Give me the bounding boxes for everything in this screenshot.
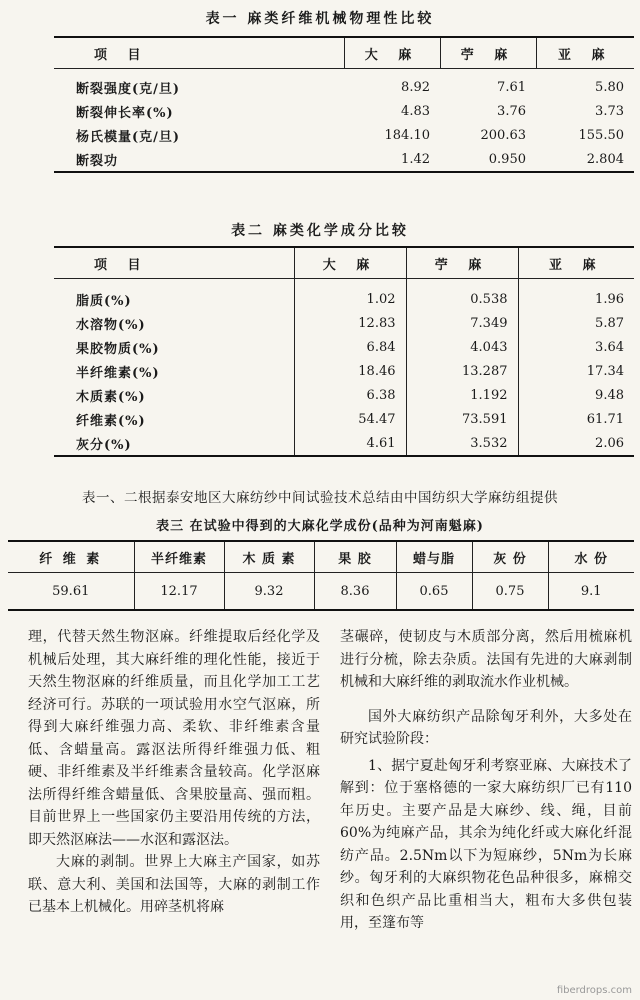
- row-label: 断裂强度(克/旦): [76, 81, 181, 97]
- table-row: [54, 407, 634, 431]
- row-label: 纤维素(%): [76, 413, 146, 429]
- row-label: 半纤维素(%): [76, 365, 160, 381]
- table-cell: 0.75: [472, 573, 548, 611]
- table3-header-row: [8, 541, 634, 573]
- table2-header-item: 项 目: [54, 247, 294, 279]
- table2-header-row: [54, 247, 634, 279]
- table3-header-cellulose: 纤 维 素: [8, 541, 134, 573]
- table-row: [54, 335, 634, 359]
- table-row: [54, 431, 634, 456]
- table-cell: 13.287: [406, 359, 518, 383]
- table-row: [54, 99, 634, 123]
- table-cell: 8.36: [314, 573, 396, 611]
- table-cell: 2.06: [518, 431, 634, 456]
- left-column: [28, 626, 320, 919]
- table-cell: 3.73: [595, 103, 624, 119]
- table-cell: 12.17: [134, 573, 224, 611]
- table-cell: 18.46: [294, 359, 406, 383]
- table3-header-hemicellulose: 半纤维素: [134, 541, 224, 573]
- table1-header-dama: 大 麻: [344, 37, 440, 69]
- table1-header-zhuma: 苧 麻: [440, 37, 536, 69]
- table-cell: 1.02: [294, 279, 406, 312]
- table1-header-row: [54, 37, 634, 69]
- right-column: [340, 626, 632, 935]
- table-cell: 8.92: [401, 79, 430, 95]
- table-row: [54, 123, 634, 147]
- table-cell: 4.83: [401, 103, 430, 119]
- table-cell: 200.63: [480, 127, 526, 143]
- table1-title: 表一 麻类纤维机械物理性比较: [205, 11, 435, 27]
- table-cell: 6.84: [294, 335, 406, 359]
- table-cell: 0.65: [396, 573, 472, 611]
- table3-header-wax: 蜡与脂: [396, 541, 472, 573]
- watermark: fiberdrops.com: [556, 985, 632, 996]
- table3-title: 表三 在试验中得到的大麻化学成份(品种为河南魁麻): [156, 519, 484, 534]
- table-cell: 2.804: [586, 151, 624, 167]
- table-row: [54, 147, 634, 172]
- table3-header-pectin: 果 胶: [314, 541, 396, 573]
- table3-header-ash: 灰 份: [472, 541, 548, 573]
- table-cell: 17.34: [518, 359, 634, 383]
- table-cell: 73.591: [406, 407, 518, 431]
- table-cell: 12.83: [294, 311, 406, 335]
- row-label: 木质素(%): [76, 389, 146, 405]
- row-label: 断裂伸长率(%): [76, 105, 174, 121]
- left-paragraph-2: 大麻的剥制。世界上大麻主产国家，如苏联、意大利、美国和法国等，大麻的剥制工作已基本上机械化。用碎茎机将麻: [28, 854, 320, 915]
- table-row: [54, 279, 634, 312]
- table-cell: 9.1: [548, 573, 634, 611]
- table-row: [54, 359, 634, 383]
- table1: [54, 36, 634, 173]
- table3-header-moisture: 水 份: [548, 541, 634, 573]
- table-cell: 0.538: [406, 279, 518, 312]
- table3-header-lignin: 木 质 素: [224, 541, 314, 573]
- right-paragraph-2: 国外大麻纺织产品除匈牙利外，大多处在研究试验阶段：: [340, 708, 632, 747]
- table2-header-yama: 亚 麻: [518, 247, 634, 279]
- row-label: 杨氏模量(克/旦): [76, 129, 181, 145]
- table-row: [54, 69, 634, 100]
- right-paragraph-1: 茎碾碎，使韧皮与木质部分离，然后用梳麻机进行分梳，除去杂质。法国有先进的大麻剥制机械和大麻纤维的剥取流水作业机械。: [340, 629, 632, 690]
- table-cell: 5.80: [595, 79, 624, 95]
- table1-header-yama: 亚 麻: [536, 37, 634, 69]
- table-cell: 4.61: [294, 431, 406, 456]
- table-cell: 6.38: [294, 383, 406, 407]
- table-cell: 1.192: [406, 383, 518, 407]
- table-row: [54, 383, 634, 407]
- table1-header-item: 项 目: [54, 37, 344, 69]
- table-cell: 7.349: [406, 311, 518, 335]
- table-cell: 59.61: [52, 583, 90, 599]
- row-label: 断裂功: [76, 153, 119, 169]
- table2-title: 表二 麻类化学成分比较: [231, 223, 409, 239]
- table-cell: 5.87: [518, 311, 634, 335]
- table-cell: 1.96: [518, 279, 634, 312]
- table-cell: 1.42: [401, 151, 430, 167]
- table-cell: 3.64: [518, 335, 634, 359]
- table-cell: 3.76: [497, 103, 526, 119]
- row-label: 水溶物(%): [76, 317, 146, 333]
- table2: [54, 246, 634, 457]
- table3: [8, 540, 634, 611]
- table-cell: 54.47: [294, 407, 406, 431]
- table-row: [54, 311, 634, 335]
- row-label: 灰分(%): [76, 437, 132, 453]
- table-cell: 4.043: [406, 335, 518, 359]
- table-cell: 3.532: [406, 431, 518, 456]
- table-cell: 155.50: [578, 127, 624, 143]
- row-label: 果胶物质(%): [76, 341, 160, 357]
- table-cell: 61.71: [518, 407, 634, 431]
- table-cell: 9.48: [518, 383, 634, 407]
- table-row: [8, 573, 634, 611]
- source-note: 表一、二根据泰安地区大麻纺纱中间试验技术总结由中国纺织大学麻纺组提供: [82, 490, 558, 506]
- table-cell: 9.32: [224, 573, 314, 611]
- row-label: 脂质(%): [76, 293, 132, 309]
- table-cell: 184.10: [384, 127, 430, 143]
- left-paragraph-1: 理，代替天然生物沤麻。纤维提取后经化学及机械后处理，其大麻纤维的理化性能，接近于天然生物沤麻的纤维质量，而且化学加工工艺经济可行。苏联的一项试验用水空气沤麻，所得到大麻纤维强力高、柔软、非纤维素含量低、含蜡量高。露沤法所得纤维强力低、粗硬、非纤维素及半纤维素含量较高。化学沤麻法所得纤维含蜡量低、含果胶量高、强而粗。目前世界上一些国家仍主要沿用传统的方法，即天然沤麻法——水沤和露沤法。: [28, 629, 320, 848]
- table-cell: 7.61: [497, 79, 526, 95]
- table2-header-zhuma: 苧 麻: [406, 247, 518, 279]
- table-cell: 0.950: [488, 151, 526, 167]
- table2-header-dama: 大 麻: [294, 247, 406, 279]
- right-paragraph-3: 1、据宁夏赴匈牙利考察亚麻、大麻技术了解到：位于塞格德的一家大麻纺织厂已有110年历史。主要产品是大麻纱、线、绳，目前60%为纯麻产品，其余为纯化纤或大麻化纤混纺产品。2.5Nm以下为短麻纱，5Nm为长麻纱。匈牙利的大麻织物花色品种很多，麻棉交织和色织产品比重相当大，粗布大多供包装用，至篷布等: [340, 757, 632, 931]
